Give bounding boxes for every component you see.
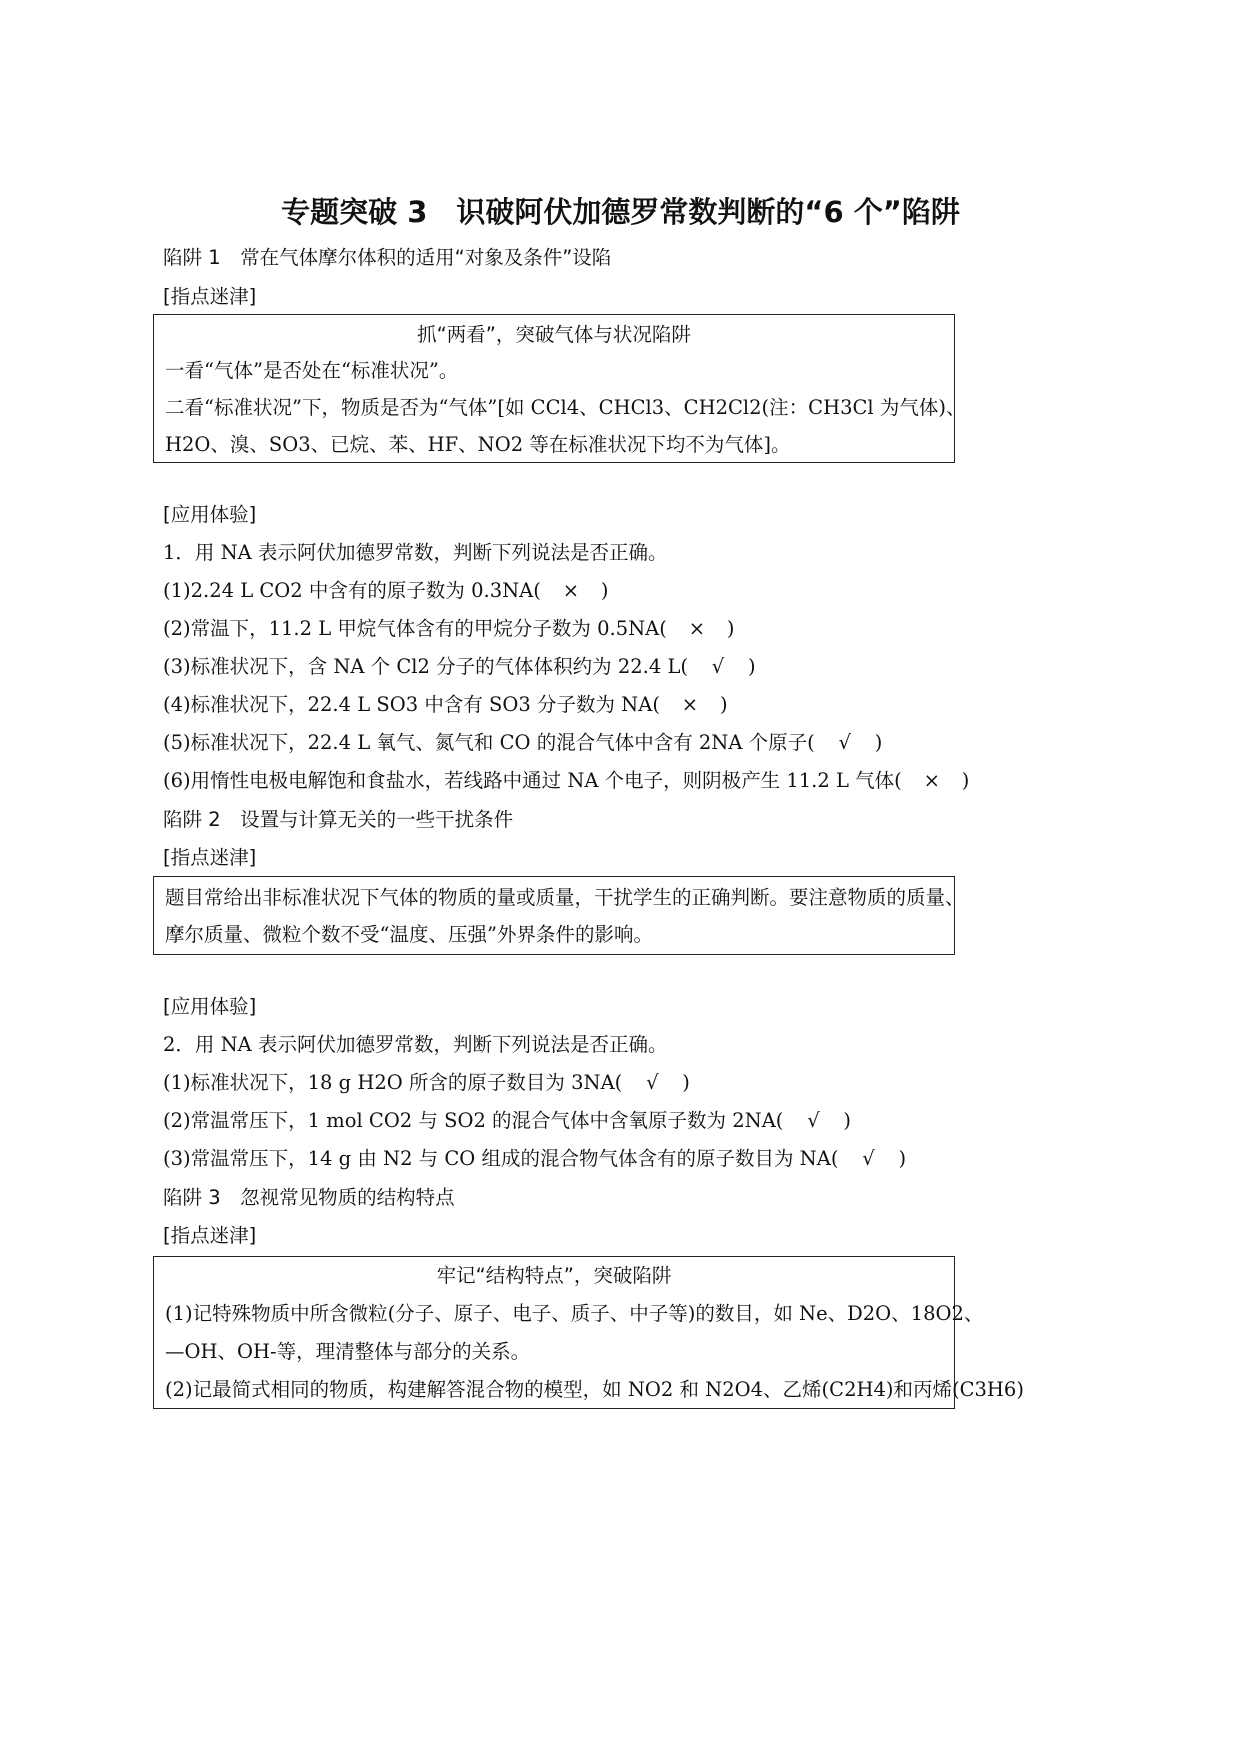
trap-3-tip-title: 牢记“结构特点”，突破陷阱 (436, 1264, 672, 1287)
q1-item-4: (4)标准状况下，22.4 L SO3 中含有 SO3 分子数为 NA( × ) (163, 693, 728, 716)
q1-item-2: (2)常温下，11.2 L 甲烷气体含有的甲烷分子数为 0.5NA( × ) (163, 617, 735, 640)
item-text: (3)标准状况下，含 NA 个 Cl2 分子的气体体积约为 22.4 L( (163, 655, 688, 678)
trap-2-practice-label: [应用体验] (163, 995, 257, 1018)
item-text: (2)常温下，11.2 L 甲烷气体含有的甲烷分子数为 0.5NA( (163, 617, 667, 640)
trap-1-tip-line-2: 二看“标准状况”下，物质是否为“气体”[如 CCl4、CHCl3、CH2Cl2(注：CH3Cl 为气体)、 (165, 396, 966, 419)
answer-mark: √ (838, 731, 851, 754)
trap-1-tip-label: [指点迷津] (163, 285, 257, 308)
trap-3-heading: 陷阱 3 忽视常见物质的结构特点 (163, 1186, 455, 1209)
item-text: (1)2.24 L CO2 中含有的原子数为 0.3NA( (163, 579, 541, 602)
answer-mark: √ (711, 655, 725, 678)
trap-3-tip-line-3: (2)记最简式相同的物质，构建解答混合物的模型，如 NO2 和 N2O4、乙烯(C2H4)和丙烯(C3H6) (165, 1378, 1024, 1401)
trap-1-practice-label: [应用体验] (163, 503, 257, 526)
q1-item-3: (3)标准状况下，含 NA 个 Cl2 分子的气体体积约为 22.4 L( √ ) (163, 655, 756, 678)
trap-1-tip-line-3: H2O、溴、SO3、已烷、苯、HF、NO2 等在标准状况下均不为气体]。 (165, 433, 791, 456)
trap-3-tip-box (153, 1256, 1024, 1409)
answer-mark: × (688, 617, 706, 640)
answer-mark: × (562, 579, 580, 602)
trap-2-tip-line-2: 摩尔质量、微粒个数不受“温度、压强”外界条件的影响。 (165, 923, 653, 946)
item-text: (2)常温常压下，1 mol CO2 与 SO2 的混合气体中含氧原子数为 2NA( (163, 1109, 784, 1132)
trap-2-tip-line-1: 题目常给出非标准状况下气体的物质的量或质量，干扰学生的正确判断。要注意物质的质量、 (165, 886, 965, 909)
answer-mark: × (923, 769, 940, 792)
q1-item-1: (1)2.24 L CO2 中含有的原子数为 0.3NA( × ) (163, 579, 609, 602)
q1-item-6: (6)用惰性电极电解饱和食盐水，若线路中通过 NA 个电子，则阴极产生 11.2 L 气体( × ) (163, 769, 970, 792)
trap-1-heading: 陷阱 1 常在气体摩尔体积的适用“对象及条件”设陷 (163, 246, 612, 269)
trap-3-tip-label: [指点迷津] (163, 1224, 257, 1247)
item-text: (5)标准状况下，22.4 L 氧气、氮气和 CO 的混合气体中含有 2NA 个原子( (163, 731, 815, 754)
trap-3-tip-line-2: —OH、OH-等，理清整体与部分的关系。 (165, 1340, 531, 1363)
trap-1-tip-box (153, 314, 966, 463)
page-title: 专题突破 3 识破阿伏加德罗常数判断的“6 个”陷阱 (281, 195, 960, 229)
item-text: (1)标准状况下，18 g H2O 所含的原子数目为 3NA( (163, 1071, 623, 1094)
trap-2-tip-label: [指点迷津] (163, 846, 257, 869)
q2-item-1: (1)标准状况下，18 g H2O 所含的原子数目为 3NA( √ ) (163, 1071, 690, 1094)
q1-item-5: (5)标准状况下，22.4 L 氧气、氮气和 CO 的混合气体中含有 2NA 个原子( √ ) (163, 731, 883, 754)
q2-item-3: (3)常温常压下，14 g 由 N2 与 CO 组成的混合物气体含有的原子数目为 NA( √ ) (163, 1147, 907, 1170)
trap-2-tip-box (153, 876, 965, 955)
answer-mark: √ (646, 1071, 659, 1094)
question-2: 2．用 NA 表示阿伏加德罗常数，判断下列说法是否正确。 (163, 1033, 668, 1056)
trap-1-tip-line-1: 一看“气体”是否处在“标准状况”。 (165, 359, 459, 382)
q2-item-2: (2)常温常压下，1 mol CO2 与 SO2 的混合气体中含氧原子数为 2NA( √ ) (163, 1109, 852, 1132)
trap-1-tip-title: 抓“两看”，突破气体与状况陷阱 (417, 323, 691, 346)
item-text: (3)常温常压下，14 g 由 N2 与 CO 组成的混合物气体含有的原子数目为 NA( (163, 1147, 839, 1170)
trap-2-heading: 陷阱 2 设置与计算无关的一些干扰条件 (163, 808, 514, 831)
answer-mark: × (681, 693, 699, 716)
answer-mark: √ (807, 1109, 820, 1132)
question-1: 1．用 NA 表示阿伏加德罗常数，判断下列说法是否正确。 (163, 541, 668, 564)
item-text: (4)标准状况下，22.4 L SO3 中含有 SO3 分子数为 NA( (163, 693, 660, 716)
trap-3-tip-line-1: (1)记特殊物质中所含微粒(分子、原子、电子、质子、中子等)的数目，如 Ne、D2O、18O2、 (165, 1302, 984, 1325)
answer-mark: √ (862, 1147, 875, 1170)
item-text: (6)用惰性电极电解饱和食盐水，若线路中通过 NA 个电子，则阴极产生 11.2 L 气体( (163, 769, 902, 792)
